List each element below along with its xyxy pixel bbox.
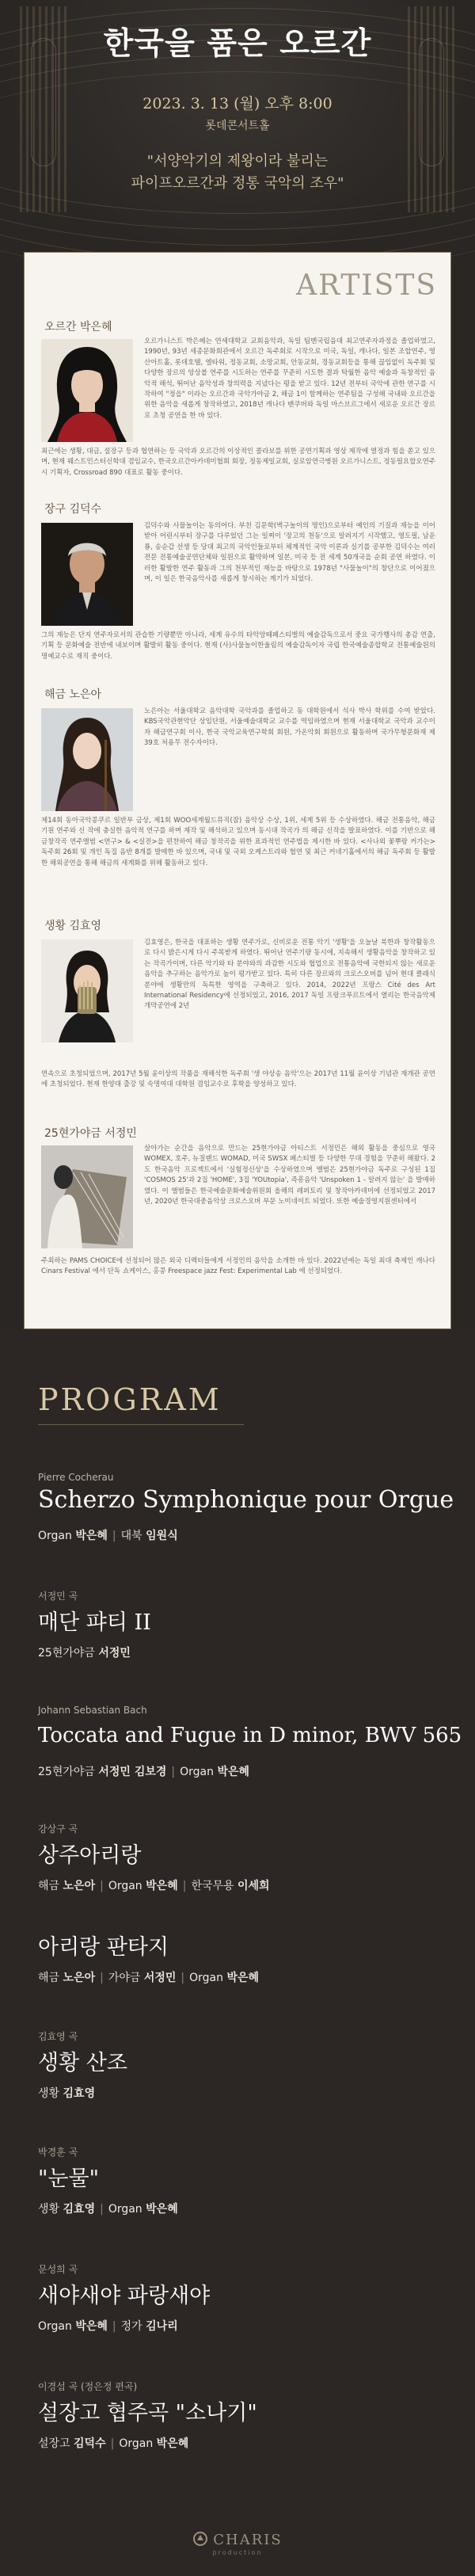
artist-bio: 살아가는 순간을 음악으로 만드는 25현가야금 아티스트 서정민은 해외 활동을 중심으로 영국 WOMEX, 호주, 뉴질랜드 WOMAD, 미국 SWSX 페스티벌 등 다양한 무대 경험을 꾸준히 해왔다. 2도 한국음악 프로젝트에서 '실험정신상'을 수상하였으며 앨범은 25현가야금 독주로 구성된 1집 'COSMOS 25'과 2집 'HOME', 3집 'YOUtopia', 즉흥음악 'Unspoken 1 - 알려지 않는' 을 발매하였다. 이 앨범들은 한국예술문화예술위원회 올해의 레퍼토리 및 창작아카데미에 선정되었고 2017년, 2020년 한국대중음악상 크로스오버 부문 노미네이트 되었다. 또한 예술경영지원센터에서	[144, 1145, 435, 1206]
program-title: 새야새야 파랑새야	[38, 2284, 211, 2308]
program-title: Scherzo Symphonique pour Orgue	[38, 1486, 454, 1514]
program-performers: 25현가야금 서정민 김보경 | Organ 박은혜	[38, 1766, 250, 1778]
artist-bio: 김효영은, 한국을 대표하는 생황 연주가로, 신비로운 전통 악기 '생황'을 오늘날 북한과 창작활동으로 다시 밝은시게 다시 주목받게 하였다. 뛰어난 연주기량 동시에, 지속해서 생황음악을 창작하고 있는 작곡가이며, 다른 악기와 타 분야와의 과감한 시도와 협업으로 전통음악에 국한되지 않는 새로운 음악을 추구하는 음악가로 높이 평가받고 있다. 특히 다른 장르와의 크로스오버를 넘어 현대 클래식 분야에 생황만의 독특한 영역을 구축하고 있다. 2014, 2022년 프랑스 Cité des Art International Residency에 선정되었고, 2016, 2017 독일 프랑크푸르트에서 열리는 한국음악제 개막공연에 2년	[144, 939, 435, 1011]
program-composer: Pierre Cocherau	[38, 1472, 114, 1483]
divider	[38, 1424, 244, 1425]
program-performers: 생황 김효영	[38, 2087, 96, 2100]
program-composer: 이경섭 곡 (정은정 편곡)	[38, 2381, 138, 2392]
program-title: 설장고 협주곡 "소나기"	[38, 2401, 257, 2425]
concert-date: 2023. 3. 13 (월) 오후 8:00	[142, 95, 332, 112]
program-performers: Organ 박은혜 | 정가 김나리	[38, 2320, 178, 2333]
program-composer: 강상구 곡	[38, 1823, 78, 1835]
artist-photo	[41, 339, 133, 442]
artist-name: 25현가야금 서정민	[44, 1127, 137, 1140]
page-title: 한국을 품은 오르간	[103, 26, 372, 62]
program-title: 상주아리랑	[38, 1843, 142, 1868]
program-composer: Johann Sebastian Bach	[38, 1705, 147, 1716]
artists-heading: ARTISTS	[295, 269, 437, 302]
artist-bio: 김덕수와 사물놀이는 동의어다. 부친 김문학(벽구놀이의 명인)으로부터 예인의 기질과 재능을 이어받아 어린시부터 장구를 다루었던 그는 일찌이 '장고의 천동'으로 알려지기 시작했고, 영도필, 남운룡, 송순갑 선생 등 당대 최고의 국악인들로부터 체계적인 국악 이론과 실기를 공부한 김덕수는 여러 전문 전통예술공연단체와 일원으로 활약하며 일본, 미국 등 전 세계 50개국을 순회 공연 하였다. 이러한 활발한 연주 활동과 그의 천부적인 재능을 바탕으로 1978년 "사물놀이"의 창단으로 이어졌으며, 이 일은 한국음악사를 새롭게 창시하는 계기가 되었다.	[144, 522, 435, 584]
program-performers: 설장고 김덕수 | Organ 박은혜	[38, 2437, 189, 2450]
program-performers: 해금 노은아 | Organ 박은혜 | 한국무용 이세희	[38, 1880, 270, 1892]
program-performers: Organ 박은혜 | 대북 임원식	[38, 1530, 178, 1542]
program-performers: 해금 노은아 | 가야금 서정민 | Organ 박은혜	[38, 1972, 260, 1984]
artist-name: 장구 김덕수	[44, 503, 102, 516]
artist-photo	[41, 523, 133, 626]
artist-name: 오르간 박은혜	[44, 321, 112, 333]
artist-photo	[41, 939, 133, 1042]
artist-bio-continued: 연속으로 초청되었으며, 2017년 5월 윤이상의 작품을 재해석한 독주회 '생 야상송 음악'으는 2017년 11월 윤이상 기념관 재개관 공연에 초청되었다. 현재 한양대 출강 및 숙명여대 대학원 겸임교수로 후학을 양성하고 있다.	[41, 1070, 435, 1089]
concert-venue: 롯데콘서트홀	[205, 120, 270, 132]
program-title: 생황 산조	[38, 2051, 127, 2075]
artist-bio-continued: 그의 재능은 단지 연주자로서의 관습한 기량뿐만 아니라, 세계 유수의 타악앙떼페스티벌의 예술감독으로서 중요 국가행사의 총감 연출, 기획 등 문화예술 전반에 내보이며 활발히 활동 중이다. 현재 (사)사물놀이한울림의 예술감독이자 국립 한국예술종합학교 전통예술원의 명예교수로 재직 중이다.	[41, 631, 435, 661]
program-title: 아리랑 판타지	[38, 1935, 169, 1960]
artist-bio: 노은아는 서울대학교 음악대학 국악과를 졸업하고 동 대학원에서 석사 박사 학위를 수여 받았다. KBS국악관현악단 상임단원, 서울예술대학교 교수를 역임하였으며 현재 서울대학교 국악과 교수이자 해금연구회 이사, 한국 국악교육연구학회 회원, 가온악회 회원으로 활동하며 국가무형문화재 제39호 처용무 전수자이다.	[144, 707, 435, 748]
program-composer: 서정민 곡	[38, 1591, 78, 1602]
artist-name: 생황 김효영	[44, 920, 102, 932]
artist-bio-continued: 제14회 동아국악콩쿠르 일반부 금상, 제1회 WOO세계월드뮤직(잠) 음악상 수상, 1위, 세계 5위 등 수상하였다. 해금 전통음악, 해금 기원 연주와 신 작에 충실한 음악적 연구를 하며 제작 및 해석하고 있으며 동시대 작곡가 의 해금 신작을 발표하였다. 이를 기반으로 해금창작곡 연주앨범 <연구> & <실전>을 편찬하여 해금 창작곡을 위한 표과적인 연주법을 제시한 바 있다. <사나외 꽃뿌랑 커가는> 독주회 26회 및 개인 독집 음반 8개를 발매한 바 있으며, 국내 및 국외 오케스트라와 협연 및 최근 커네기홀에서의 해금 독주회 등 활발한 해외공연을 통해 해금의 세계화를 위해 활동하고 있다.	[41, 817, 435, 867]
artist-bio-continued: 최근에는 생황, 대금, 설장구 등과 협연하는 등 국악과 오르간의 이상적인 콜라보를 위한 공연기획과 영상 제작에 열정과 힘을 쏟고 있으며, 현재 웨스트민스터신학대 겸임교수, 한국오르간아카데미협회 회장, 정동제일교회, 실로암연극병원 오르가니스트, 정동필요합오연주시 기획자, Crossroad 890 대표로 활동 중이다.	[41, 448, 435, 477]
program-title: "눈물"	[38, 2166, 100, 2191]
program-heading: PROGRAM	[38, 1382, 222, 1417]
artist-bio-continued: 주최하는 PAMS CHOICE에 선정되어 많은 외국 디렉터들에게 서정민의 음악을 소개한 바 있다. 2022년에는 독일 최대 축제인 캐나다 Cinars Festival 에서 단독 쇼케이스, 홍콩 Freespace jazz Fest: Experimental Lab 에 선정되었다.	[41, 1257, 435, 1276]
program-composer: 김효영 곡	[38, 2031, 78, 2042]
program-composer: 문성희 곡	[38, 2264, 78, 2275]
tagline: "서양악기의 제왕이라 불리는 파이프오르간과 정통 국악의 조우"	[131, 153, 344, 192]
artist-photo	[41, 708, 133, 811]
header	[0, 0, 475, 261]
logo-icon	[192, 2531, 208, 2547]
program-title: Toccata and Fugue in D minor, BWV 565	[38, 1724, 462, 1747]
charis-logo: CHARIS	[0, 2531, 475, 2548]
program-performers: 생황 김효영 | Organ 박은혜	[38, 2203, 178, 2216]
artist-photo	[41, 1145, 133, 1248]
logo-subtitle: production	[212, 2549, 263, 2556]
artist-name: 해금 노은아	[44, 688, 102, 701]
program-performers: 25현가야금 서정민	[38, 1647, 131, 1660]
artist-bio: 오르가니스트 박은혜는 연세대학교 교회음악과, 독일 팀멘국립음대 최고연주자과정을 졸업하였고, 1990년, 93년 세종문화회관에서 오르간 독주회로 시작으로 미국, 독일, 캐나다, 일본 조합연주, 영산아트홀, 롯데호텔, 엘타워, 정동교회, 소망교회, 안동교회, 경동교회등을 통해 끊임없이 독주회 및 다양한 장르의 앙상블 연주를 시도하는 연주를 꾸준히 시도한 결과 탁월한 음악 예술과 독창적인 음악적 해석, 뛰어난 음악성과 창의력을 지녔다는 평을 받고 있다. 12년 전부터 국악에 관한 연구를 시작하여 "정읍" 이라는 오르간과 국악가야금 2, 해금 1이 함께하는 연주팀을 구성해 국내와 오르간을 위한 음악을 새롭게 창작하였고, 2018년 캐나다 밴쿠버와 독일 마스브르그에서 새로운 오르간 장르로 초청 공연을 한 바 있다.	[144, 337, 435, 420]
program-title: 매단 퍄티 II	[38, 1610, 151, 1635]
program-composer: 박경훈 곡	[38, 2147, 78, 2158]
